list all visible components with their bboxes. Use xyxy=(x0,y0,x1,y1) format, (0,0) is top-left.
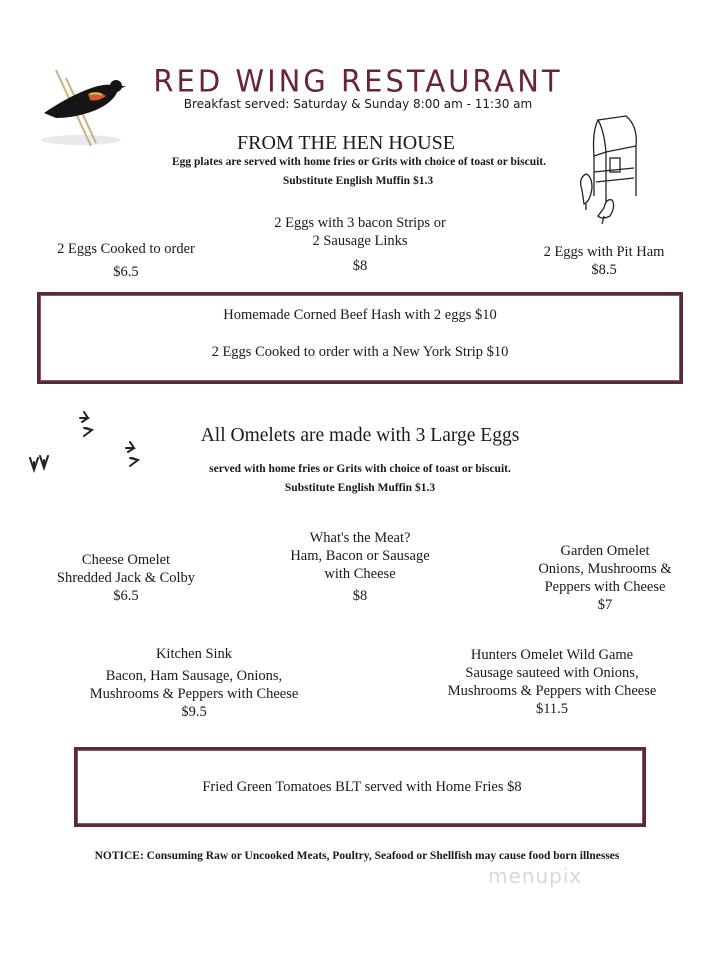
menu-item-cheese-omelet xyxy=(57,551,195,605)
item-name: Hunters Omelet Wild Game xyxy=(470,647,634,663)
item-description: Onions, Mushrooms & xyxy=(538,561,672,577)
item-price: $11.5 xyxy=(535,701,569,717)
hen-house-illustration xyxy=(576,112,642,228)
item-description: Sausage sauteed with Onions, xyxy=(465,665,639,681)
item-name: Garden Omelet xyxy=(560,543,650,559)
omelets-note: served with home fries or Grits with choice of toast or biscuit. xyxy=(209,463,511,475)
restaurant-title: RED WING RESTAURANT xyxy=(153,63,563,99)
item-name: 2 Sausage Links xyxy=(312,233,408,249)
item-name: What's the Meat? xyxy=(309,530,411,546)
item-name: 2 Eggs with Pit Ham xyxy=(543,244,665,260)
hen-house-substitute: Substitute English Muffin $1.3 xyxy=(282,175,434,187)
hen-house-note: Egg plates are served with home fries or Grits with choice of toast or biscuit. xyxy=(171,156,547,168)
breakfast-hours: Breakfast served: Saturday & Sunday 8:00 am - 11:30 am xyxy=(183,97,533,111)
menu-item-eggs-ham xyxy=(544,243,665,279)
item-description: Mushrooms & Peppers with Cheese xyxy=(89,686,299,702)
item-description: Shredded Jack & Colby xyxy=(56,570,196,586)
omelets-heading: All Omelets are made with 3 Large Eggs xyxy=(200,425,520,446)
special-new-york-strip: 2 Eggs Cooked to order with a New York Strip $10 xyxy=(211,344,509,360)
item-name: Cheese Omelet xyxy=(81,552,171,568)
item-price: $6.5 xyxy=(113,264,139,280)
hen-house-heading: FROM THE HEN HOUSE xyxy=(237,132,455,154)
food-safety-notice: NOTICE: Consuming Raw or Uncooked Meats, Poultry, Seafood or Shellfish may cause food born illnesses xyxy=(94,850,620,862)
item-price: $8 xyxy=(352,258,368,274)
watermark: menupix xyxy=(488,864,583,888)
item-description: Peppers with Cheese xyxy=(544,579,666,595)
menu-item-meat-omelet xyxy=(290,529,429,605)
menu-item-kitchen-sink xyxy=(90,645,299,721)
item-description: Bacon, Ham Sausage, Onions, xyxy=(105,668,283,684)
item-name: Kitchen Sink xyxy=(155,646,233,662)
item-price: $6.5 xyxy=(113,588,139,604)
item-description: Ham, Bacon or Sausage xyxy=(290,548,430,564)
omelets-substitute: Substitute English Muffin $1.3 xyxy=(284,482,436,494)
item-price: $7 xyxy=(597,597,613,613)
special-fried-green-tomatoes: Fried Green Tomatoes BLT served with Home Fries $8 xyxy=(202,779,522,795)
menu-item-eggs-cooked xyxy=(57,240,195,281)
item-name: 2 Eggs with 3 bacon Strips or xyxy=(274,215,446,231)
item-price: $9.5 xyxy=(181,704,207,720)
menu-item-garden-omelet xyxy=(538,542,671,614)
item-price: $8.5 xyxy=(591,262,617,278)
redwing-bird-illustration xyxy=(36,68,132,148)
item-description: with Cheese xyxy=(324,566,396,582)
item-description: Mushrooms & Peppers with Cheese xyxy=(447,683,657,699)
chicken-footprints-icon xyxy=(26,408,156,478)
item-name: 2 Eggs Cooked to order xyxy=(57,241,195,257)
menu-item-eggs-bacon xyxy=(274,214,446,275)
special-corned-beef-hash: Homemade Corned Beef Hash with 2 eggs $10 xyxy=(223,307,497,323)
item-price: $8 xyxy=(352,588,368,604)
menu-item-hunters-omelet xyxy=(448,646,657,718)
